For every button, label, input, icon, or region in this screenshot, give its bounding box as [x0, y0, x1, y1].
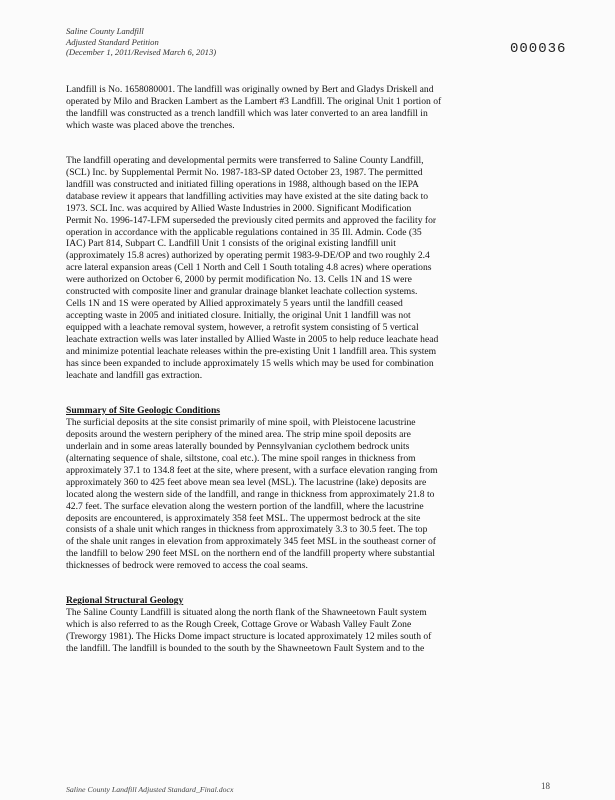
text-line: equipped with a leachate removal system, however, a retrofit system consisting of 5 vertical [66, 322, 419, 334]
text-line: acre lateral expansion areas (Cell 1 North and Cell 1 South totaling 4.8 acres) where operations [66, 262, 432, 274]
text-line: IAC) Part 814, Subpart C. Landfill Unit 1 consists of the original existing landfill unit [66, 238, 396, 250]
text-line: which waste was placed above the trenches. [66, 119, 235, 131]
section-heading-structural: Regional Structural Geology [66, 595, 184, 607]
text-line: approximately 37.1 to 134.8 feet at the site, where present, with a surface elevation ranging from [66, 464, 438, 476]
text-line: which is also referred to as the Rough Creek, Cottage Grove or Wabash Valley Fault Zone [66, 619, 412, 631]
text-line: The landfill operating and developmental permits were transferred to Saline County Landfill, [66, 154, 424, 166]
document-header [66, 26, 216, 58]
text-line: Permit No. 1996-147-LFM superseded the previously cited permits and approved the facility for [66, 214, 437, 226]
page-number: 18 [541, 781, 550, 791]
text-line: (approximately 15.8 acres) authorized by operating permit 1983-9-DE/OP and two roughly 2.4 [66, 250, 430, 262]
text-line: database review it appears that landfilling activities may have existed at the site dating back to [66, 190, 429, 202]
header-line-3: (December 1, 2011/Revised March 6, 2013) [66, 47, 217, 58]
bates-stamp: 000036 [510, 41, 567, 57]
text-line: The Saline County Landfill is situated along the north flank of the Shawneetown Fault system [66, 607, 427, 619]
header-line-2: Adjusted Standard Petition [66, 36, 159, 47]
text-line: approximately 360 to 425 feet above mean sea level (MSL). The lacustrine (lake) deposits are [66, 476, 427, 488]
text-line: accepting waste in 2005 and initiated closure. Initially, the original Unit 1 landfill was not [66, 310, 411, 322]
text-line: and minimize potential leachate releases within the pre-existing Unit 1 landfill area. This system [66, 346, 437, 358]
paragraph-spacer [66, 132, 551, 155]
text-line: operation in accordance with the applicable regulations contained in 35 Ill. Admin. Code (35 [66, 226, 422, 238]
text-line: consists of a shale unit which ranges in thickness from approximately 3.3 to 30.5 feet. The top [66, 524, 428, 536]
text-line: 42.7 feet. The surface elevation along the western portion of the landfill, where the lacustrine [66, 500, 424, 512]
text-line: leachate extraction wells was later installed by Allied Waste in 2005 to help reduce leachate head [66, 334, 439, 346]
text-line: deposits are encountered, is approximately 358 feet MSL. The uppermost bedrock at the site [66, 512, 421, 524]
section-heading-geologic: Summary of Site Geologic Conditions [66, 404, 221, 416]
text-line: (Treworgy 1981). The Hicks Dome impact structure is located approximately 12 miles south of [66, 631, 432, 643]
text-line: The surficial deposits at the site consist primarily of mine spoil, with Pleistocene lacustrine [66, 416, 416, 428]
text-line: underlain and in some areas laterally bounded by Pennsylvanian cyclothem bedrock units [66, 440, 410, 452]
text-line: the landfill to below 290 feet MSL on the northern end of the landfill property where substantial [66, 548, 435, 560]
text-line: the landfill was constructed as a trench landfill which was later converted to an area landfill in [66, 107, 428, 119]
text-line: of the shale unit ranges in elevation from approximately 345 feet MSL in the southeast corner of [66, 536, 436, 548]
text-line: landfill was constructed and initiated filling operations in 1988, although based on the IEPA [66, 178, 419, 190]
document-footer [66, 781, 550, 794]
header-line-1: Saline County Landfill [66, 26, 144, 36]
text-line: operated by Milo and Bracken Lambert as the Lambert #3 Landfill. The original Unit 1 portion of [66, 95, 442, 107]
text-line: has since been expanded to include approximately 15 wells which may be used for combination [66, 358, 434, 370]
text-line: thicknesses of bedrock were removed to access the coal seams. [66, 560, 308, 572]
text-line: the landfill. The landfill is bounded to the south by the Shawneetown Fault System and to the [66, 643, 425, 655]
paragraph-spacer [66, 382, 551, 405]
text-line: (alternating sequence of shale, siltstone, coal etc.). The mine spoil ranges in thickness from [66, 452, 416, 464]
text-line: (SCL) Inc. by Supplemental Permit No. 1987-183-SP dated October 23, 1987. The permitted [66, 166, 423, 178]
text-line: deposits around the western periphery of the mined area. The strip mine spoil deposits are [66, 428, 411, 440]
text-line: Cells 1N and 1S were operated by Allied approximately 5 years until the landfill ceased [66, 298, 403, 310]
text-line: constructed with composite liner and granular drainage blanket leachate collection systems. [66, 286, 418, 298]
document-body [66, 84, 551, 655]
text-line: were authorized on October 6, 2000 by permit modification No. 13. Cells 1N and 1S were [66, 274, 412, 286]
text-line: leachate and landfill gas extraction. [66, 369, 203, 381]
footer-filename: Saline County Landfill Adjusted Standard_Final.docx [66, 785, 234, 794]
paragraph-spacer [66, 572, 551, 595]
text-line: located along the western side of the landfill, and range in thickness from approximately 21.8 to [66, 488, 435, 500]
text-line: 1973. SCL Inc. was acquired by Allied Waste Industries in 2000. Significant Modification [66, 202, 412, 214]
text-line: Landfill is No. 1658080001. The landfill was originally owned by Bert and Gladys Driskell and [66, 84, 434, 95]
